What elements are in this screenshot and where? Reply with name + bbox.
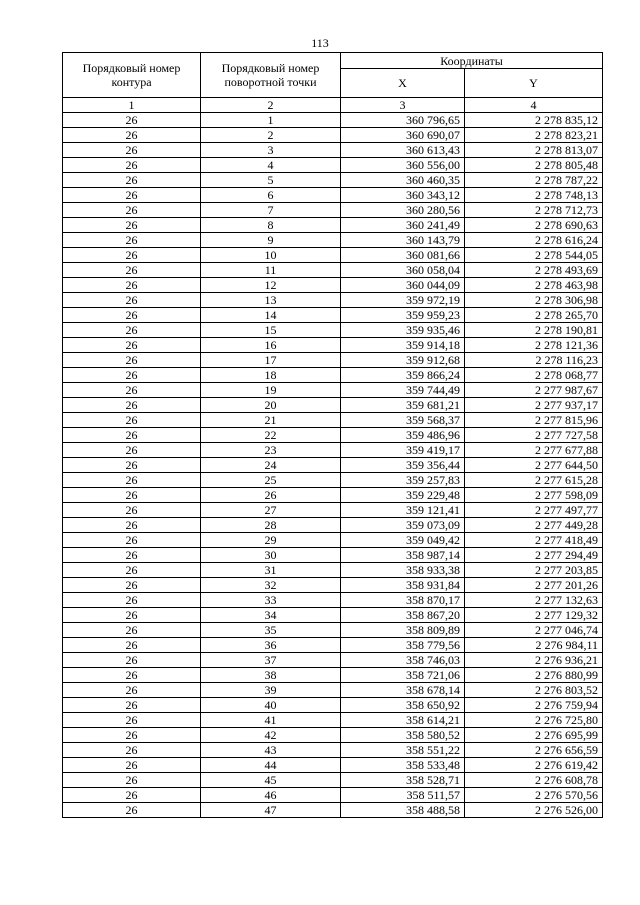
cell-y: 2 276 880,99 xyxy=(465,668,603,683)
cell-y: 2 277 203,85 xyxy=(465,563,603,578)
cell-point-number: 3 xyxy=(201,143,341,158)
cell-y: 2 278 306,98 xyxy=(465,293,603,308)
cell-x: 359 959,23 xyxy=(341,308,465,323)
column-number: 1 xyxy=(63,98,201,113)
cell-point-number: 24 xyxy=(201,458,341,473)
cell-x: 358 650,92 xyxy=(341,698,465,713)
cell-contour-number: 26 xyxy=(63,698,201,713)
cell-point-number: 17 xyxy=(201,353,341,368)
cell-x: 359 121,41 xyxy=(341,503,465,518)
cell-x: 360 690,07 xyxy=(341,128,465,143)
cell-x: 358 580,52 xyxy=(341,728,465,743)
cell-x: 359 912,68 xyxy=(341,353,465,368)
table-row xyxy=(63,803,603,818)
cell-y: 2 278 121,36 xyxy=(465,338,603,353)
cell-y: 2 277 815,96 xyxy=(465,413,603,428)
cell-point-number: 36 xyxy=(201,638,341,653)
cell-x: 358 809,89 xyxy=(341,623,465,638)
cell-y: 2 277 294,49 xyxy=(465,548,603,563)
table-row xyxy=(63,683,603,698)
cell-contour-number: 26 xyxy=(63,623,201,638)
cell-contour-number: 26 xyxy=(63,368,201,383)
table-row xyxy=(63,743,603,758)
cell-contour-number: 26 xyxy=(63,458,201,473)
cell-y: 2 277 644,50 xyxy=(465,458,603,473)
cell-point-number: 42 xyxy=(201,728,341,743)
cell-contour-number: 26 xyxy=(63,668,201,683)
cell-point-number: 20 xyxy=(201,398,341,413)
cell-y: 2 276 619,42 xyxy=(465,758,603,773)
cell-contour-number: 26 xyxy=(63,473,201,488)
cell-y: 2 276 656,59 xyxy=(465,743,603,758)
cell-y: 2 278 787,22 xyxy=(465,173,603,188)
cell-x: 358 931,84 xyxy=(341,578,465,593)
cell-y: 2 278 265,70 xyxy=(465,308,603,323)
cell-y: 2 276 570,56 xyxy=(465,788,603,803)
table-row xyxy=(63,488,603,503)
table-row xyxy=(63,263,603,278)
cell-contour-number: 26 xyxy=(63,173,201,188)
cell-point-number: 29 xyxy=(201,533,341,548)
cell-x: 359 914,18 xyxy=(341,338,465,353)
cell-x: 360 143,79 xyxy=(341,233,465,248)
cell-x: 358 528,71 xyxy=(341,773,465,788)
cell-contour-number: 26 xyxy=(63,413,201,428)
cell-point-number: 47 xyxy=(201,803,341,818)
cell-point-number: 11 xyxy=(201,263,341,278)
cell-point-number: 37 xyxy=(201,653,341,668)
cell-point-number: 44 xyxy=(201,758,341,773)
cell-point-number: 9 xyxy=(201,233,341,248)
column-number: 4 xyxy=(465,98,603,113)
cell-x: 358 678,14 xyxy=(341,683,465,698)
cell-point-number: 22 xyxy=(201,428,341,443)
cell-contour-number: 26 xyxy=(63,593,201,608)
cell-y: 2 277 046,74 xyxy=(465,623,603,638)
cell-x: 358 987,14 xyxy=(341,548,465,563)
cell-point-number: 46 xyxy=(201,788,341,803)
cell-x: 359 257,83 xyxy=(341,473,465,488)
cell-contour-number: 26 xyxy=(63,518,201,533)
table-row xyxy=(63,308,603,323)
header-point-number: Порядковый номер поворотной точки xyxy=(201,53,341,98)
cell-contour-number: 26 xyxy=(63,533,201,548)
header-y: Y xyxy=(465,69,603,98)
table-row xyxy=(63,698,603,713)
cell-point-number: 19 xyxy=(201,383,341,398)
cell-y: 2 276 608,78 xyxy=(465,773,603,788)
table-row xyxy=(63,548,603,563)
table-row xyxy=(63,293,603,308)
cell-contour-number: 26 xyxy=(63,278,201,293)
cell-point-number: 35 xyxy=(201,623,341,638)
cell-y: 2 278 813,07 xyxy=(465,143,603,158)
cell-contour-number: 26 xyxy=(63,563,201,578)
cell-y: 2 278 190,81 xyxy=(465,323,603,338)
table-row xyxy=(63,233,603,248)
table-row xyxy=(63,353,603,368)
table-row xyxy=(63,653,603,668)
cell-y: 2 277 677,88 xyxy=(465,443,603,458)
cell-x: 358 870,17 xyxy=(341,593,465,608)
header-contour-number: Порядковый номер контура xyxy=(63,53,201,98)
table-row xyxy=(63,713,603,728)
cell-contour-number: 26 xyxy=(63,653,201,668)
cell-point-number: 23 xyxy=(201,443,341,458)
cell-y: 2 277 615,28 xyxy=(465,473,603,488)
table-row xyxy=(63,203,603,218)
cell-point-number: 10 xyxy=(201,248,341,263)
cell-x: 359 356,44 xyxy=(341,458,465,473)
cell-x: 359 229,48 xyxy=(341,488,465,503)
cell-y: 2 277 129,32 xyxy=(465,608,603,623)
table-row xyxy=(63,728,603,743)
cell-x: 359 486,96 xyxy=(341,428,465,443)
cell-y: 2 278 823,21 xyxy=(465,128,603,143)
cell-point-number: 33 xyxy=(201,593,341,608)
cell-contour-number: 26 xyxy=(63,503,201,518)
cell-x: 358 746,03 xyxy=(341,653,465,668)
table-row xyxy=(63,143,603,158)
cell-y: 2 277 987,67 xyxy=(465,383,603,398)
cell-point-number: 15 xyxy=(201,323,341,338)
cell-x: 360 556,00 xyxy=(341,158,465,173)
table-row xyxy=(63,278,603,293)
table-row xyxy=(63,398,603,413)
cell-contour-number: 26 xyxy=(63,548,201,563)
cell-x: 359 681,21 xyxy=(341,398,465,413)
cell-y: 2 278 690,63 xyxy=(465,218,603,233)
cell-point-number: 14 xyxy=(201,308,341,323)
cell-point-number: 30 xyxy=(201,548,341,563)
cell-contour-number: 26 xyxy=(63,398,201,413)
cell-contour-number: 26 xyxy=(63,383,201,398)
table-row xyxy=(63,428,603,443)
cell-x: 359 935,46 xyxy=(341,323,465,338)
cell-x: 360 460,35 xyxy=(341,173,465,188)
table-row xyxy=(63,593,603,608)
table-row xyxy=(63,563,603,578)
cell-y: 2 278 068,77 xyxy=(465,368,603,383)
table-row xyxy=(63,383,603,398)
table-row xyxy=(63,668,603,683)
cell-point-number: 5 xyxy=(201,173,341,188)
cell-contour-number: 26 xyxy=(63,758,201,773)
cell-contour-number: 26 xyxy=(63,713,201,728)
cell-contour-number: 26 xyxy=(63,488,201,503)
cell-y: 2 276 695,99 xyxy=(465,728,603,743)
cell-contour-number: 26 xyxy=(63,323,201,338)
cell-contour-number: 26 xyxy=(63,188,201,203)
cell-x: 358 933,38 xyxy=(341,563,465,578)
cell-y: 2 277 937,17 xyxy=(465,398,603,413)
cell-x: 359 073,09 xyxy=(341,518,465,533)
cell-contour-number: 26 xyxy=(63,128,201,143)
table-row xyxy=(63,458,603,473)
cell-contour-number: 26 xyxy=(63,308,201,323)
table-row xyxy=(63,158,603,173)
table-row xyxy=(63,773,603,788)
cell-y: 2 276 759,94 xyxy=(465,698,603,713)
cell-x: 360 081,66 xyxy=(341,248,465,263)
cell-y: 2 277 132,63 xyxy=(465,593,603,608)
cell-y: 2 278 616,24 xyxy=(465,233,603,248)
cell-point-number: 43 xyxy=(201,743,341,758)
cell-contour-number: 26 xyxy=(63,143,201,158)
cell-x: 358 721,06 xyxy=(341,668,465,683)
cell-x: 360 044,09 xyxy=(341,278,465,293)
table-row xyxy=(63,323,603,338)
cell-contour-number: 26 xyxy=(63,248,201,263)
cell-y: 2 278 805,48 xyxy=(465,158,603,173)
table-row xyxy=(63,578,603,593)
cell-x: 360 058,04 xyxy=(341,263,465,278)
cell-contour-number: 26 xyxy=(63,113,201,128)
table-row xyxy=(63,188,603,203)
cell-y: 2 278 463,98 xyxy=(465,278,603,293)
coordinates-table xyxy=(62,52,603,818)
cell-point-number: 4 xyxy=(201,158,341,173)
cell-point-number: 6 xyxy=(201,188,341,203)
cell-x: 360 280,56 xyxy=(341,203,465,218)
cell-contour-number: 26 xyxy=(63,743,201,758)
cell-y: 2 276 803,52 xyxy=(465,683,603,698)
cell-point-number: 25 xyxy=(201,473,341,488)
cell-y: 2 276 984,11 xyxy=(465,638,603,653)
cell-y: 2 278 712,73 xyxy=(465,203,603,218)
cell-x: 358 867,20 xyxy=(341,608,465,623)
cell-x: 358 533,48 xyxy=(341,758,465,773)
cell-point-number: 39 xyxy=(201,683,341,698)
cell-y: 2 277 418,49 xyxy=(465,533,603,548)
cell-point-number: 12 xyxy=(201,278,341,293)
page-number: 113 xyxy=(311,36,329,50)
table-row xyxy=(63,338,603,353)
cell-contour-number: 26 xyxy=(63,578,201,593)
cell-x: 358 488,58 xyxy=(341,803,465,818)
cell-point-number: 21 xyxy=(201,413,341,428)
cell-x: 359 744,49 xyxy=(341,383,465,398)
cell-contour-number: 26 xyxy=(63,353,201,368)
table-row xyxy=(63,758,603,773)
cell-contour-number: 26 xyxy=(63,203,201,218)
cell-y: 2 278 116,23 xyxy=(465,353,603,368)
table-row xyxy=(63,368,603,383)
column-number: 3 xyxy=(341,98,465,113)
cell-y: 2 278 748,13 xyxy=(465,188,603,203)
cell-contour-number: 26 xyxy=(63,293,201,308)
table-row xyxy=(63,248,603,263)
cell-point-number: 28 xyxy=(201,518,341,533)
table-row xyxy=(63,503,603,518)
table-row xyxy=(63,113,603,128)
cell-y: 2 277 201,26 xyxy=(465,578,603,593)
cell-y: 2 278 835,12 xyxy=(465,113,603,128)
cell-point-number: 1 xyxy=(201,113,341,128)
cell-x: 360 613,43 xyxy=(341,143,465,158)
cell-x: 359 049,42 xyxy=(341,533,465,548)
cell-contour-number: 26 xyxy=(63,638,201,653)
table-row xyxy=(63,218,603,233)
header-x: X xyxy=(341,69,465,98)
cell-contour-number: 26 xyxy=(63,338,201,353)
cell-y: 2 277 727,58 xyxy=(465,428,603,443)
header-coordinates: Координаты xyxy=(341,53,603,69)
cell-point-number: 13 xyxy=(201,293,341,308)
cell-x: 359 866,24 xyxy=(341,368,465,383)
cell-x: 358 779,56 xyxy=(341,638,465,653)
cell-x: 358 614,21 xyxy=(341,713,465,728)
cell-y: 2 278 493,69 xyxy=(465,263,603,278)
cell-contour-number: 26 xyxy=(63,608,201,623)
cell-x: 358 511,57 xyxy=(341,788,465,803)
cell-point-number: 38 xyxy=(201,668,341,683)
table-row xyxy=(63,623,603,638)
table-header xyxy=(63,53,603,113)
cell-x: 360 796,65 xyxy=(341,113,465,128)
cell-x: 360 343,12 xyxy=(341,188,465,203)
cell-contour-number: 26 xyxy=(63,233,201,248)
cell-point-number: 16 xyxy=(201,338,341,353)
cell-y: 2 276 526,00 xyxy=(465,803,603,818)
table-row xyxy=(63,788,603,803)
table-row xyxy=(63,413,603,428)
cell-contour-number: 26 xyxy=(63,158,201,173)
cell-contour-number: 26 xyxy=(63,788,201,803)
cell-x: 359 568,37 xyxy=(341,413,465,428)
cell-contour-number: 26 xyxy=(63,263,201,278)
cell-point-number: 26 xyxy=(201,488,341,503)
cell-contour-number: 26 xyxy=(63,428,201,443)
cell-x: 359 419,17 xyxy=(341,443,465,458)
cell-contour-number: 26 xyxy=(63,728,201,743)
cell-point-number: 32 xyxy=(201,578,341,593)
cell-point-number: 18 xyxy=(201,368,341,383)
cell-y: 2 276 725,80 xyxy=(465,713,603,728)
cell-point-number: 2 xyxy=(201,128,341,143)
cell-x: 358 551,22 xyxy=(341,743,465,758)
table-row xyxy=(63,638,603,653)
table-row xyxy=(63,608,603,623)
cell-point-number: 41 xyxy=(201,713,341,728)
cell-point-number: 45 xyxy=(201,773,341,788)
cell-contour-number: 26 xyxy=(63,803,201,818)
cell-contour-number: 26 xyxy=(63,683,201,698)
cell-y: 2 276 936,21 xyxy=(465,653,603,668)
cell-point-number: 40 xyxy=(201,698,341,713)
cell-point-number: 7 xyxy=(201,203,341,218)
cell-x: 360 241,49 xyxy=(341,218,465,233)
cell-contour-number: 26 xyxy=(63,773,201,788)
cell-point-number: 34 xyxy=(201,608,341,623)
cell-y: 2 278 544,05 xyxy=(465,248,603,263)
cell-y: 2 277 449,28 xyxy=(465,518,603,533)
cell-point-number: 31 xyxy=(201,563,341,578)
cell-x: 359 972,19 xyxy=(341,293,465,308)
cell-y: 2 277 598,09 xyxy=(465,488,603,503)
table-row xyxy=(63,443,603,458)
table-row xyxy=(63,533,603,548)
column-number: 2 xyxy=(201,98,341,113)
table-body xyxy=(63,113,603,818)
table-row xyxy=(63,173,603,188)
cell-contour-number: 26 xyxy=(63,218,201,233)
table-row xyxy=(63,128,603,143)
table-row xyxy=(63,473,603,488)
cell-y: 2 277 497,77 xyxy=(465,503,603,518)
cell-point-number: 8 xyxy=(201,218,341,233)
table-row xyxy=(63,518,603,533)
cell-point-number: 27 xyxy=(201,503,341,518)
cell-contour-number: 26 xyxy=(63,443,201,458)
